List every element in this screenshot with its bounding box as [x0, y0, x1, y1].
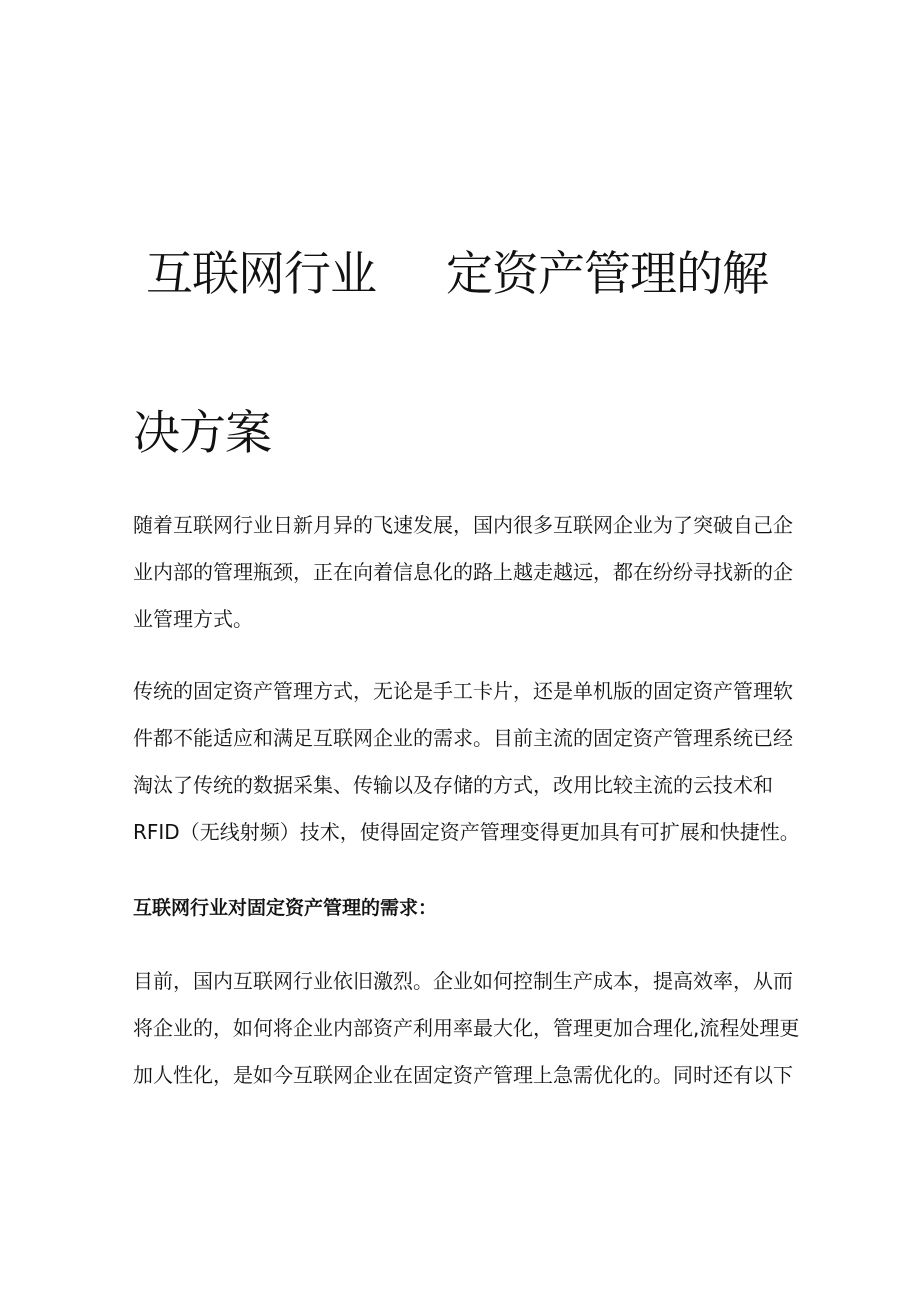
paragraph-intro [133, 502, 803, 643]
paragraph-line: 目前，国内互联网行业依旧激烈。企业如何控制生产成本，提高效率，从而 [133, 969, 793, 993]
paragraph-line: 件都不能适应和满足互联网企业的需求。目前主流的固定资产管理系统已经 [133, 726, 793, 750]
paragraph-requirements [133, 958, 803, 1099]
paragraph-traditional-methods [133, 668, 803, 856]
section-heading-requirements: 互联网行业对固定资产管理的需求： [133, 897, 438, 919]
paragraph-line: 业管理方式。 [133, 607, 253, 631]
paragraph-line: 加人性化，是如今互联网企业在固定资产管理上急需优化的。同时还有以下 [133, 1063, 793, 1087]
paragraph-line: RFID（无线射频）技术，使得固定资产管理变得更加具有可扩展和快捷性。 [133, 820, 800, 844]
paragraph-line: 传统的固定资产管理方式，无论是手工卡片，还是单机版的固定资产管理软 [133, 679, 793, 703]
paragraph-line: 随着互联网行业日新月异的飞速发展，国内很多互联网企业为了突破自己企 [133, 513, 793, 537]
paragraph-line: 业内部的管理瓶颈，正在向着信息化的路上越走越远，都在纷纷寻找新的企 [133, 560, 793, 584]
document-title-part-1: 互联网行业 [146, 247, 376, 302]
document-title-part-3: 决方案 [133, 406, 271, 461]
document-title-part-2: 定资产管理的解 [446, 247, 768, 302]
paragraph-line: 淘汰了传统的数据采集、传输以及存储的方式，改用比较主流的云技术和 [133, 773, 773, 797]
paragraph-line: 将企业的，如何将企业内部资产利用率最大化，管理更加合理化,流程处理更 [133, 1016, 800, 1040]
